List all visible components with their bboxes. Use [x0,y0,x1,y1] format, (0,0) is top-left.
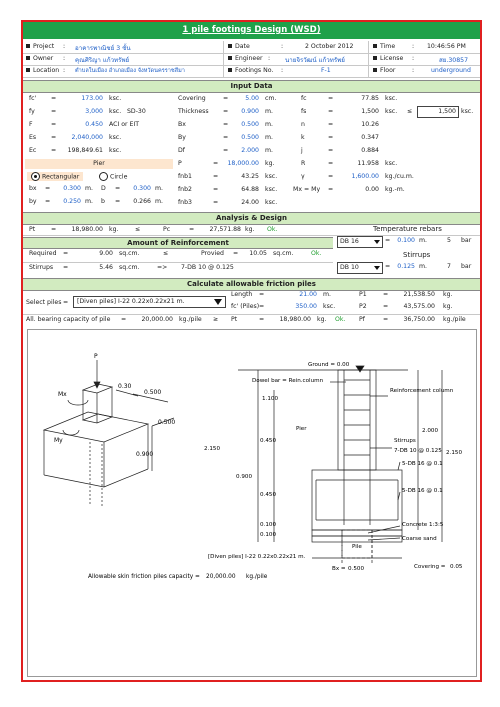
floor-value[interactable]: underground [431,67,471,74]
dim-2150-label: 2.150 [204,446,221,452]
j-value: 0.884 [361,147,379,154]
provided-value: 10.05 [249,250,267,257]
stirrups-label: Stirrups [394,438,416,444]
design-sheet [21,20,482,682]
b-value: 0.266 [133,198,151,205]
reinforcement-column-label: Reinforcement column [390,388,454,394]
chevron-down-icon [374,266,380,270]
time-value: 10:46:56 PM [427,43,466,50]
sheet-title: 1 pile footings Design (WSD) [23,22,480,39]
dim-0100b-label: 0.100 [260,532,277,538]
floor-field: Floor [373,67,395,74]
covering-value-label: 0.05 [450,564,463,570]
skin-friction-capacity-value: 20,000.00 [206,574,236,580]
footing-drawing [27,329,477,677]
covering-label: Covering = [414,564,446,570]
stirrup-count: 7 [447,263,451,270]
fnb2-value: 64.88 [241,186,259,193]
stirrup-bar-select[interactable]: DB 10 [337,262,383,274]
capacity-value: 20,000.00 [141,316,173,323]
friction-header: Calculate allowable friction piles [23,278,480,291]
temp-spacing-input[interactable]: 0.100 [397,237,415,244]
circle-radio[interactable]: Circle [99,172,127,181]
fc-allow-value: 77.85 [361,95,379,102]
required-value: 9.00 [99,250,113,257]
iso-dim-4: 0.900 [136,451,154,458]
provided-status: Ok. [311,250,322,257]
dim-2000-label: 2.000 [422,428,439,434]
stirrups-title: Stirrups [403,251,431,259]
cap-Pt-value: 18,980.00 [279,316,311,323]
piles-spec-label: [Diven piles] I-22 0.22x0.22x21 m. [208,554,306,560]
stirrup-spacing-input[interactable]: 0.125 [397,263,415,270]
iso-P-label: P [94,353,98,360]
header-info: Project : อาคารพาณิชย์ 3 ชั้น Date : 2 October 2012 Time : 10:46:56 PM Owner : คุณศิริญา แก้วทรัพย์ Engineer : นายจิรวัฒน์ แก้วทรัพย์ License : สย.30857 Location : ตำบลในเมือง อำเภอเมือง จังหวัดนครราชสีมา Footings No. : F-1 Floor : underground [23,41,480,79]
footings-field: Footings No. [228,67,273,74]
engineer-value[interactable]: นายจิรวัฒน์ แก้วทรัพย์ [285,57,345,64]
D-input[interactable]: 0.300 [133,185,151,192]
input-data-header: Input Data [23,80,480,93]
By-input[interactable]: 0.500 [241,134,259,141]
owner-field: Owner [26,55,53,62]
fs-value: 1,500 [361,108,379,115]
Df-input[interactable]: 2.000 [241,147,259,154]
dowel-label: Dowel bar = Rein.column [252,378,324,384]
reinforcement-header: Amount of Reinforcement [23,237,333,249]
temperature-rebars-title: Temperature rebars [373,225,442,233]
stirrups-area-value: 5.46 [99,264,113,271]
fc-input[interactable]: 173.00 [81,95,103,102]
R-value: 11.958 [357,160,379,167]
dim-1100-label: 1.100 [262,396,279,402]
fy-input[interactable]: 3,000 [85,108,103,115]
pier-header: Pier [25,159,173,169]
by-input[interactable]: 0.250 [63,198,81,205]
covering-input[interactable]: 5.00 [245,95,259,102]
concrete-label: Concrete 1:3:5 [402,522,444,528]
date-value: 2 October 2012 [305,43,354,50]
Pf-value: 36,750.00 [403,316,435,323]
fc-piles-input[interactable]: 350.00 [295,303,317,310]
pier-label: Pier [296,426,307,432]
stirrups-spec-label: 7-DB 10 @ 0.125 [394,448,442,454]
Bx-input[interactable]: 0.500 [241,121,259,128]
dim-0100a-label: 0.100 [260,522,277,528]
iso-dim-1: 0.30 [118,383,132,390]
fnb3-value: 24.00 [241,199,259,206]
input-data-body: fc' = 173.00 ksc. fy = 3,000 ksc. SD-30 F = 0.450 ACI or EIT Es = 2,040,000 ksc. Ec = 198,849.61 ksc. Pier Rectangular Circle bx = 0.300 m. D = 0.300 m. by = 0.250 m. b = 0.266 m. Covering = 5.00 cm. Thickness = 0.900 m. Bx = 0.500 m. By = 0.500 m. Df = 2.000 m. P = 18,000.00 kg. fnb1 = 43.25 ksc. fnb2 = 64.88 ksc. fnb3 = 24.00 ksc. fc = 77.85 ksc. fs = 1,500 ksc. ≤ 1,500 ksc. n = 10.26 k = 0.347 j = 0.884 R = 11.958 ksc. γ = 1,600.00 kg./cu.m. Mx = My = 0.00 kg.-m. [23,93,480,211]
date-field: Date [228,43,250,50]
bx-label: Bx = [332,566,346,572]
footings-value[interactable]: F-1 [321,67,331,74]
fy-grade[interactable]: SD-30 [127,108,146,115]
fs-limit-input[interactable]: 1,500 [417,106,459,118]
Pt-status: Ok. [267,226,278,233]
n-value: 10.26 [361,121,379,128]
analysis-header: Analysis & Design [23,212,480,225]
sand-label: Coarse sand [402,536,437,542]
fnb1-value: 43.25 [241,173,259,180]
stirrups-result: 7-DB 10 @ 0.125 [181,264,234,271]
time-field: Time [373,43,395,50]
iso-dim-3: 0.500 [158,419,176,426]
dim-0450a-label: 0.450 [260,438,277,444]
chevron-down-icon [214,299,222,305]
bx-value-label: 0.500 [348,566,365,572]
owner-value[interactable]: คุณศิริญา แก้วทรัพย์ [75,57,130,64]
length-input[interactable]: 21.00 [299,291,317,298]
analysis-body: Pt = 18,980.00 kg. ≤ Pc = 27,571.88 kg. Ok. Amount of Reinforcement Required = 9.00 sq.cm. ≤ Provied = 10.05 sq.cm. Ok. Stirrups = 5.46 sq.cm. => 7-DB 10 @ 0.125 Temperature rebars DB 16 = 0.100 m. 5 bar Stirrups DB 10 = 0.125 m. 7 bar [23,224,480,278]
Pc-value: 27,571.88 [209,226,241,233]
iso-Mx-label: Mx [58,391,67,398]
iso-dim-2: 0.500 [144,389,162,396]
P1-value: 21,538.50 [403,291,435,298]
Mx-value: 0.00 [365,186,379,193]
skin-friction-capacity-label: Allowable skin friction piles capacity = [88,574,200,580]
dim-0450b-label: 0.450 [260,492,277,498]
project-value[interactable]: อาคารพาณิชย์ 3 ชั้น [75,45,131,52]
db16-bottom-label: 5-DB 16 @ 0.1 [402,488,443,494]
capacity-status: Ok. [335,316,346,323]
db16-top-label: 5-DB 16 @ 0.1 [402,461,443,467]
skin-friction-capacity-unit: kg./pile [246,574,268,580]
rectangular-radio[interactable]: Rectangular [27,172,83,181]
friction-body: Select piles = [Diven piles] I-22 0.22x0.22x21 m. Length = 21.00 m. fc' (Piles) = 350.00 ksc. P1 = 21,538.50 kg. P2 = 43,575.00 kg. All. bearing capacity of pile = 20,000.00 kg./pile ≥ Pt = 18,980.00 kg. Ok. Pf = 36,750.00 kg./pile [26,291,466,323]
P2-value: 43,575.00 [403,303,435,310]
isometric-footing [44,360,174,507]
drawing-svg [28,330,476,676]
chevron-down-icon [374,240,380,244]
bx-input[interactable]: 0.300 [63,185,81,192]
F-input[interactable]: 0.450 [85,121,103,128]
location-value[interactable]: ตำบลในเมือง อำเภอเมือง จังหวัดนครราชสีมา [75,68,185,74]
k-value: 0.347 [361,134,379,141]
dim-2150r-label: 2.150 [446,450,463,456]
location-field: Location [26,67,59,74]
pile-label: Pile [352,544,362,550]
pile-select[interactable]: [Diven piles] I-22 0.22x0.22x21 m. [73,296,226,308]
Ec-value: 198,849.61 [67,147,103,154]
engineer-field: Engineer [228,55,263,62]
thickness-input[interactable]: 0.900 [241,108,259,115]
Es-input[interactable]: 2,040,000 [71,134,103,141]
ground-label: Ground = 0.00 [308,362,350,368]
license-value[interactable]: สย.30857 [439,57,469,64]
iso-My-label: My [54,437,63,444]
temp-bar-select[interactable]: DB 16 [337,236,383,248]
P-input[interactable]: 18,000.00 [227,160,259,167]
Pt-value: 18,980.00 [71,226,103,233]
temp-count: 5 [447,237,451,244]
dim-0900-label: 0.900 [236,474,253,480]
project-field: Project [26,43,54,50]
license-field: License [373,55,403,62]
gamma-input[interactable]: 1,600.00 [351,173,379,180]
